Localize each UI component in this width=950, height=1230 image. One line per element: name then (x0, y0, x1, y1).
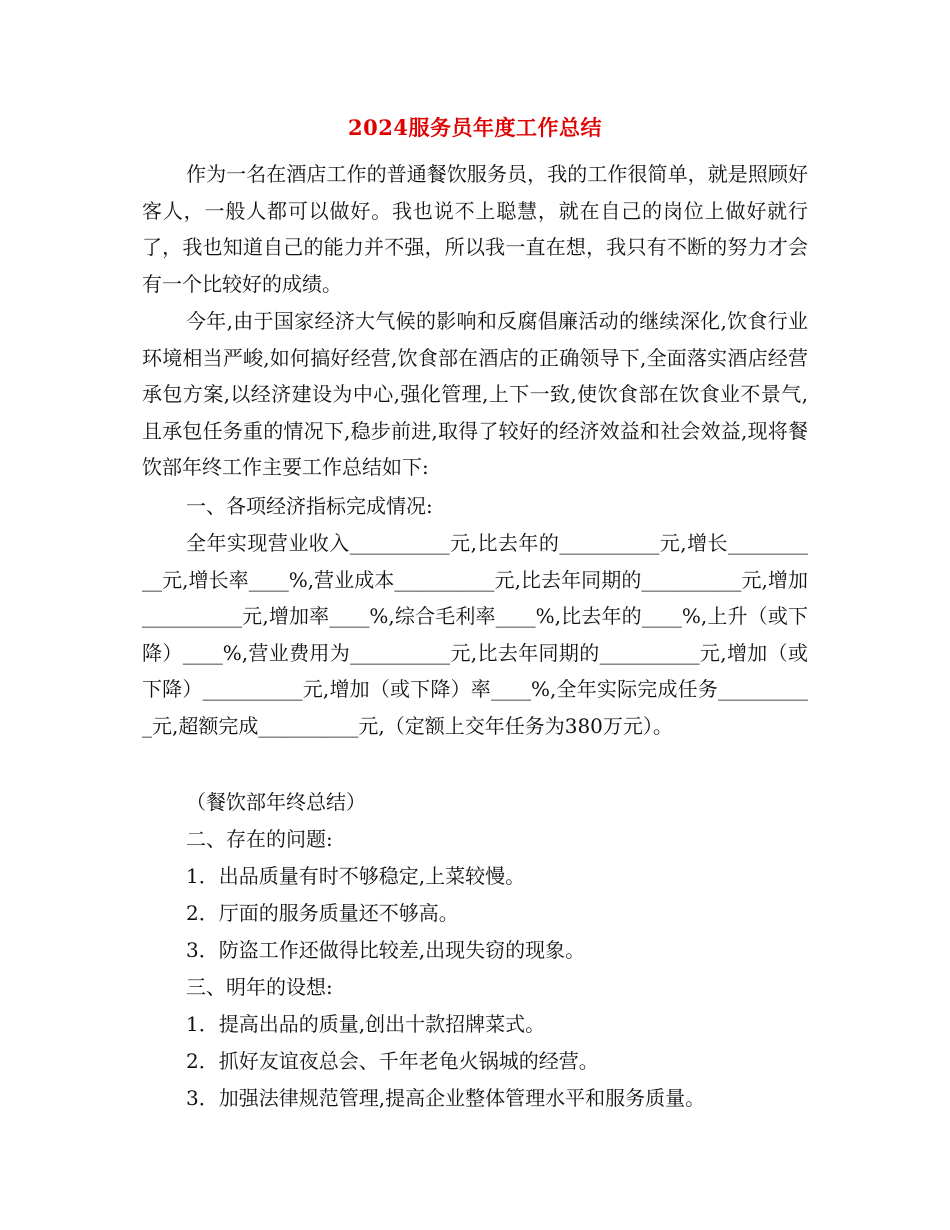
stats-paragraph: 全年实现营业收入__________元,比去年的__________元,增长__________元,增长率____%,营业成本__________元,比去年同期的__________元,增加__________元,增加率____%,综合毛利率____%,比去年的____%,上升（或下降）____%,营业费用为__________元,比去年同期的__________元,增加（或下降）__________元,增加（或下降）率____%,全年实际完成任务__________元,超额完成__________元,（定额上交年任务为380万元）。 (142, 531, 808, 738)
section3-heading: 三、明年的设想: (186, 975, 333, 999)
document-title: 2024服务员年度工作总结 (348, 115, 602, 140)
section1-heading: 一、各项经济指标完成情况: (186, 494, 433, 518)
note-line: （餐饮部年终总结） (186, 790, 366, 814)
problem-item: 3．防盗工作还做得比较差,出现失窃的现象。 (186, 938, 586, 962)
problem-item: 1．出品质量有时不够稳定,上菜较慢。 (186, 864, 526, 888)
plan-item: 1．提高出品的质量,创出十款招牌菜式。 (186, 1012, 546, 1036)
plan-item: 3．加强法律规范管理,提高企业整体管理水平和服务质量。 (186, 1086, 706, 1110)
section2-heading: 二、存在的问题: (186, 827, 333, 851)
economy-paragraph: 今年,由于国家经济大气候的影响和反腐倡廉活动的继续深化,饮食行业环境相当严峻,如何搞好经营,饮食部在酒店的正确领导下,全面落实酒店经营承包方案,以经济建设为中心,强化管理,上下一致,使饮食部在饮食业不景气,且承包任务重的情况下,稳步前进,取得了较好的经济效益和社会效益,现将餐饮部年终工作主要工作总结如下: (142, 309, 808, 480)
intro-paragraph: 作为一名在酒店工作的普通餐饮服务员，我的工作很简单，就是照顾好客人，一般人都可以做好。我也说不上聪慧，就在自己的岗位上做好就行了，我也知道自己的能力并不强，所以我一直在想，我只有不断的努力才会有一个比较好的成绩。 (142, 162, 808, 296)
plan-item: 2．抓好友谊夜总会、千年老龟火锅城的经营。 (186, 1049, 599, 1073)
problem-item: 2．厅面的服务质量还不够高。 (186, 901, 459, 925)
